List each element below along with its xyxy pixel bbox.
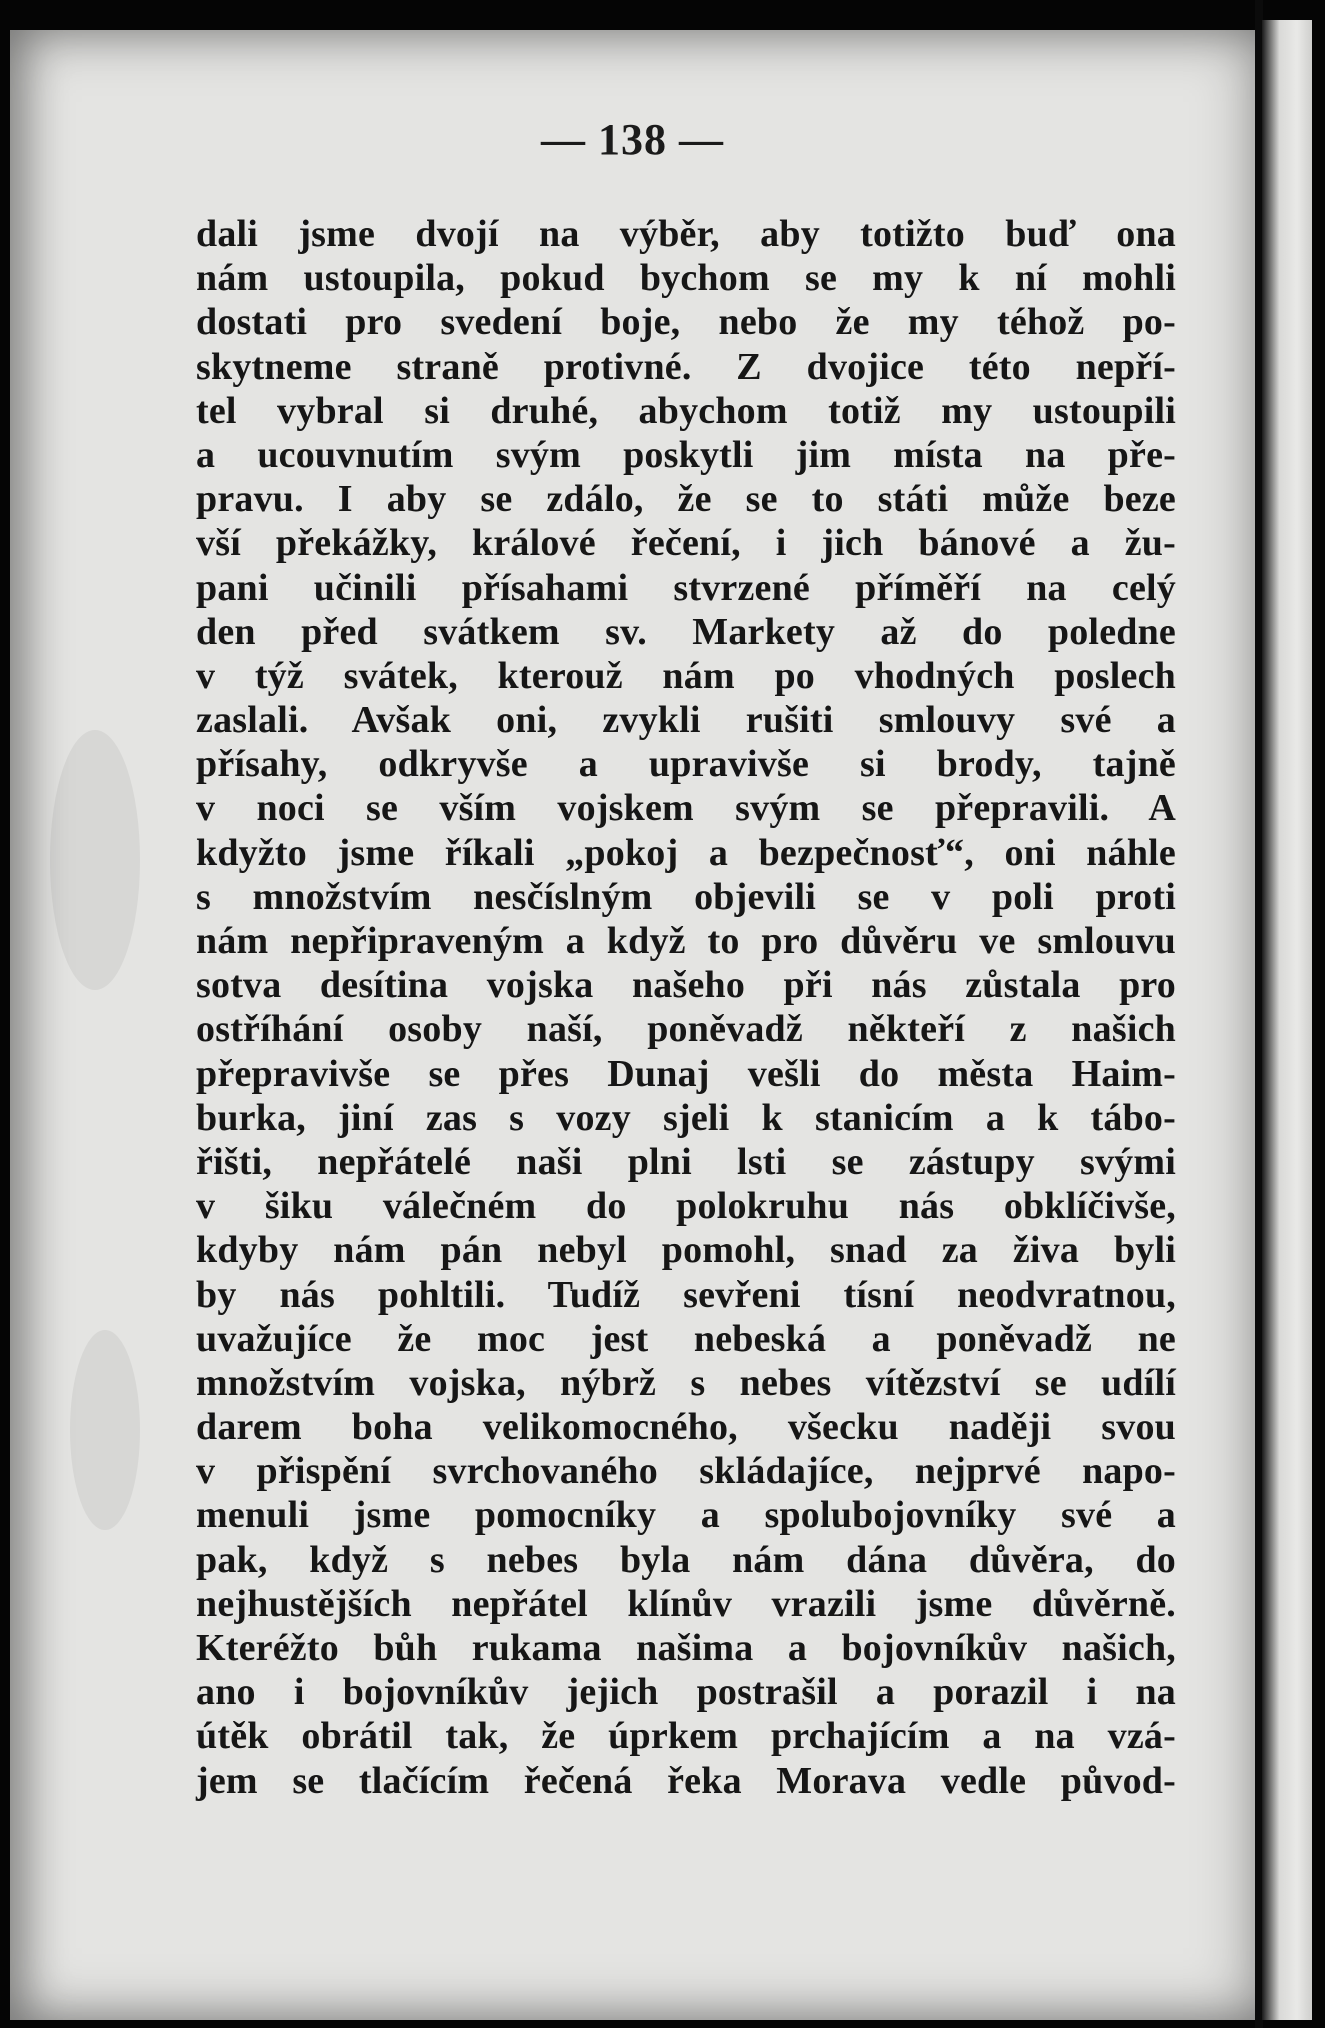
text-line: jem se tlačícím řečená řeka Morava vedle původ- [196,1759,1176,1802]
text-line: v přispění svrchovaného skládajíce, nejprvé napo- [196,1450,1176,1493]
text-line: vší překážky, králové řečení, i jich bánové a žu- [196,522,1176,565]
text-line: tel vybral si druhé, abychom totiž my ustoupili [196,389,1176,432]
text-line: dali jsme dvojí na výběr, aby totižto buď ona [196,213,1176,255]
text-line: ostříhání osoby naší, poněvadž někteří z našich [196,1008,1176,1051]
text-line: v týž svátek, kterouž nám po vhodných poslech [196,654,1176,697]
body-text [196,212,1176,1803]
text-line: burka, jiní zas s vozy sjeli k stanicím a k tábo- [196,1096,1176,1139]
text-line: menuli jsme pomocníky a spolubojovníky své a [196,1494,1176,1537]
text-line: dostati pro svedení boje, nebo že my téhož po- [196,301,1176,344]
text-line: den před svátkem sv. Markety až do poledne [196,610,1176,653]
text-line: nám ustoupila, pokud bychom se my k ní mohli [196,257,1176,300]
text-line: útěk obrátil tak, že úprkem prchajícím a na vzá- [196,1715,1176,1758]
text-line: kdyžto jsme říkali „pokoj a bezpečnosť“, oni náhle [196,831,1176,874]
text-line: kdyby nám pán nebyl pomohl, snad za živa byli [196,1229,1176,1272]
text-line: uvažujíce že moc jest nebeská a poněvadž ne [196,1317,1176,1360]
text-line: pani učinili přísahami stvrzené příměří na celý [196,566,1176,609]
text-line: skytneme straně protivné. Z dvojice této nepří- [196,345,1176,388]
paper-stain [50,730,140,990]
text-line: pak, když s nebes byla nám dána důvěra, do [196,1538,1176,1581]
text-line: nejhustějších nepřátel klínův vrazili jsme důvěrně. [196,1582,1176,1625]
text-line: přepravivše se přes Dunaj vešli do města Haim- [196,1052,1176,1095]
text-line: zaslali. Avšak oni, zvykli rušiti smlouvy své a [196,699,1176,742]
paper-stain [70,1330,140,1530]
text-line: v noci se vším vojskem svým se přepravili. A [196,787,1176,830]
page-number: — 138 — [541,115,724,164]
text-line: přísahy, odkryvše a upravivše si brody, tajně [196,743,1176,786]
text-line: v šiku válečném do polokruhu nás obklíčivše, [196,1185,1176,1228]
text-line: sotva desítina vojska našeho při nás zůstala pro [196,964,1176,1007]
text-line: pravu. I aby se zdálo, že se to státi může beze [196,478,1176,521]
text-line: ano i bojovníkův jejich postrašil a porazil i na [196,1671,1176,1714]
text-line: by nás pohltili. Tudíž sevřeni tísní neodvratnou, [196,1273,1176,1316]
text-line: nám nepřipraveným a když to pro důvěru ve smlouvu [196,920,1176,962]
text-line: Kteréžto bůh rukama našima a bojovníkův našich, [196,1627,1176,1669]
text-line: s množstvím nesčíslným objevili se v poli proti [196,875,1176,918]
text-line: množstvím vojska, nýbrž s nebes vítězství se udílí [196,1361,1176,1404]
text-line: a ucouvnutím svým poskytli jim místa na pře- [196,433,1176,476]
text-line: darem boha velikomocného, všecku naději svou [196,1406,1176,1449]
text-line: řišti, nepřátelé naši plni lsti se zástupy svými [196,1140,1176,1183]
next-page-edge [1262,20,1312,2020]
